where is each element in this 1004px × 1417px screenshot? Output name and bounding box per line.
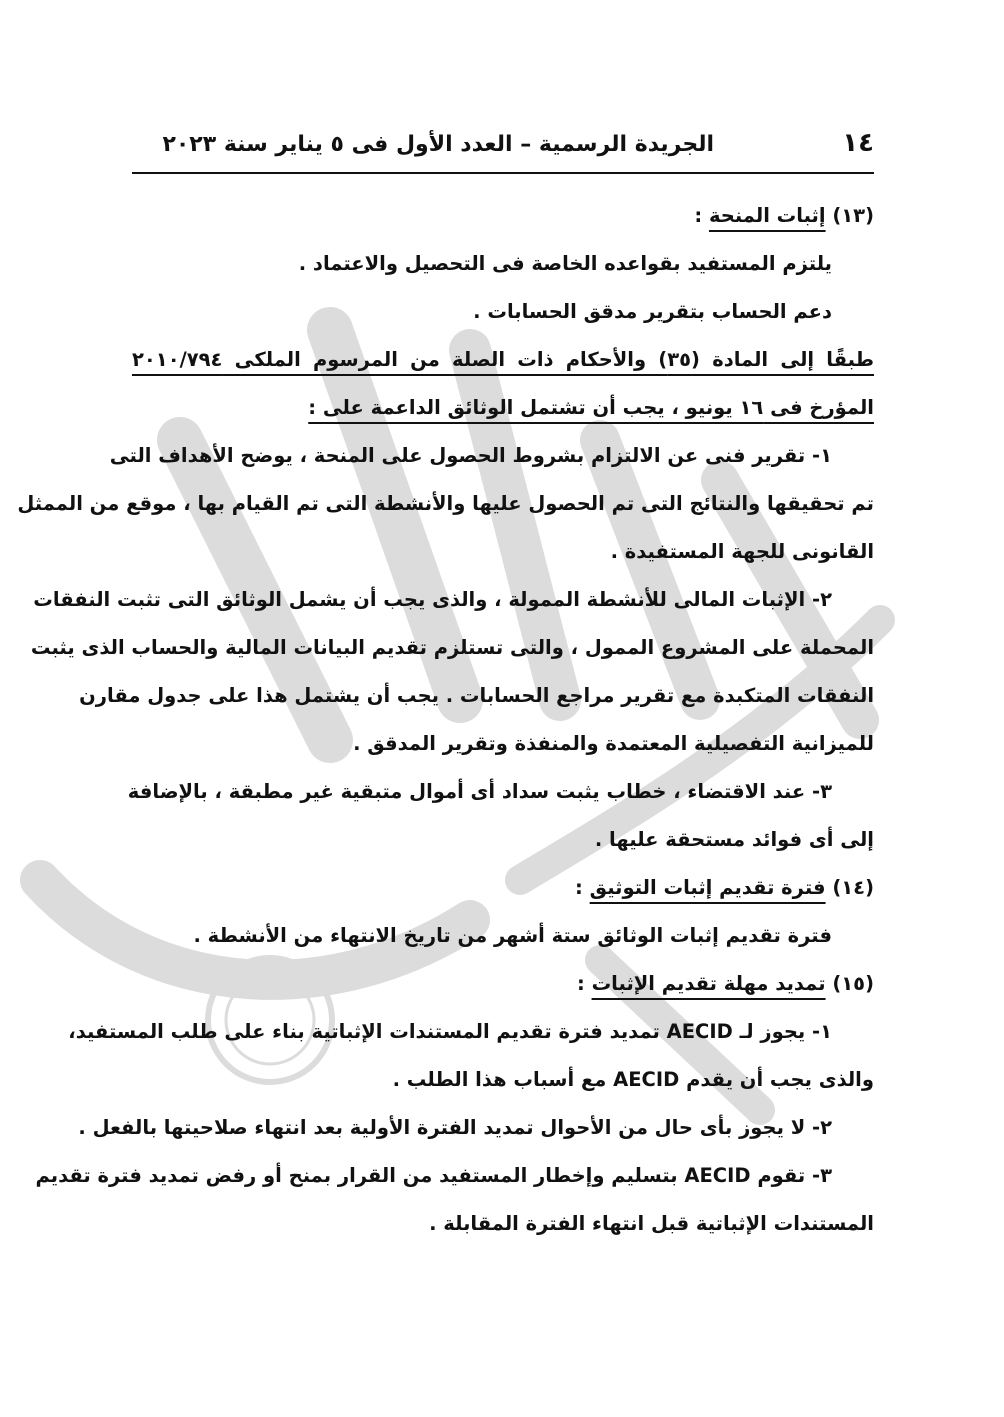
section-15-heading <box>132 960 874 1008</box>
paragraph-line: ١- يجوز لـ AECID تمديد فترة تقديم المستندات الإثباتية بناء على طلب المستفيد، <box>68 1020 832 1043</box>
paragraph-line: النفقات المتكبدة مع تقرير مراجع الحسابات . يجب أن يشتمل هذا على جدول مقارن <box>79 684 874 707</box>
paragraph-line: ٣- عند الاقتضاء ، خطاب يثبت سداد أى أموال متبقية غير مطبقة ، بالإضافة <box>127 780 832 803</box>
paragraph-line: فترة تقديم إثبات الوثائق ستة أشهر من تاريخ الانتهاء من الأنشطة . <box>193 924 832 947</box>
page-header <box>132 128 874 174</box>
section-15-title: تمديد مهلة تقديم الإثبات <box>591 972 826 995</box>
section-14-number: (١٤) <box>832 876 874 899</box>
paragraph-line: ٢- لا يجوز بأى حال من الأحوال تمديد الفترة الأولية بعد انتهاء صلاحيتها بالفعل . <box>78 1116 832 1139</box>
section-13-colon: : <box>694 204 709 227</box>
document-page <box>17 128 874 1248</box>
paragraph-line: طبقًا إلى المادة (٣٥) والأحكام ذات الصلة من المرسوم الملكى ٢٠١٠/٧٩٤ <box>132 348 874 371</box>
paragraph-line: والذى يجب أن يقدم AECID مع أسباب هذا الطلب . <box>392 1068 874 1091</box>
section-14-colon: : <box>575 876 590 899</box>
paragraph-line: للميزانية التفصيلية المعتمدة والمنفذة وتقرير المدقق . <box>353 732 874 755</box>
paragraph-line: ٢- الإثبات المالى للأنشطة الممولة ، والذى يجب أن يشمل الوثائق التى تثبت النفقات <box>33 588 832 611</box>
paragraph-line: المستندات الإثباتية قبل انتهاء الفترة المقابلة . <box>429 1212 874 1235</box>
paragraph-line: ١- تقرير فنى عن الالتزام بشروط الحصول على المنحة ، يوضح الأهداف التى <box>109 444 832 467</box>
paragraph-line: ٣- تقوم AECID بتسليم وإخطار المستفيد من القرار بمنح أو رفض تمديد فترة تقديم <box>35 1164 832 1187</box>
paragraph-line: تم تحقيقها والنتائج التى تم الحصول عليها والأنشطة التى تم القيام بها ، موقع من الممثل <box>17 492 874 515</box>
paragraph-line: يلتزم المستفيد بقواعده الخاصة فى التحصيل والاعتماد . <box>298 252 832 275</box>
section-15-number: (١٥) <box>832 972 874 995</box>
page-number: ١٤ <box>842 128 874 158</box>
paragraph-line: إلى أى فوائد مستحقة عليها . <box>594 828 874 851</box>
paragraph-line: المحملة على المشروع الممول ، والتى تستلزم تقديم البيانات المالية والحساب الذى يثبت <box>30 636 874 659</box>
section-13-title: إثبات المنحة <box>708 204 826 227</box>
section-15-colon: : <box>576 972 592 995</box>
section-14-title: فترة تقديم إثبات التوثيق <box>589 876 826 899</box>
section-13-heading <box>132 192 874 240</box>
paragraph-line: القانونى للجهة المستفيدة . <box>610 540 874 563</box>
section-14-heading <box>132 864 874 912</box>
paragraph-line: دعم الحساب بتقرير مدقق الحسابات . <box>473 300 832 323</box>
gazette-title: الجريدة الرسمية – العدد الأول فى ٥ يناير سنة ٢٠٢٣ <box>162 132 714 157</box>
paragraph-line: المؤرخ فى ١٦ يونيو ، يجب أن تشتمل الوثائق الداعمة على : <box>308 396 874 419</box>
section-13-number: (١٣) <box>832 204 874 227</box>
